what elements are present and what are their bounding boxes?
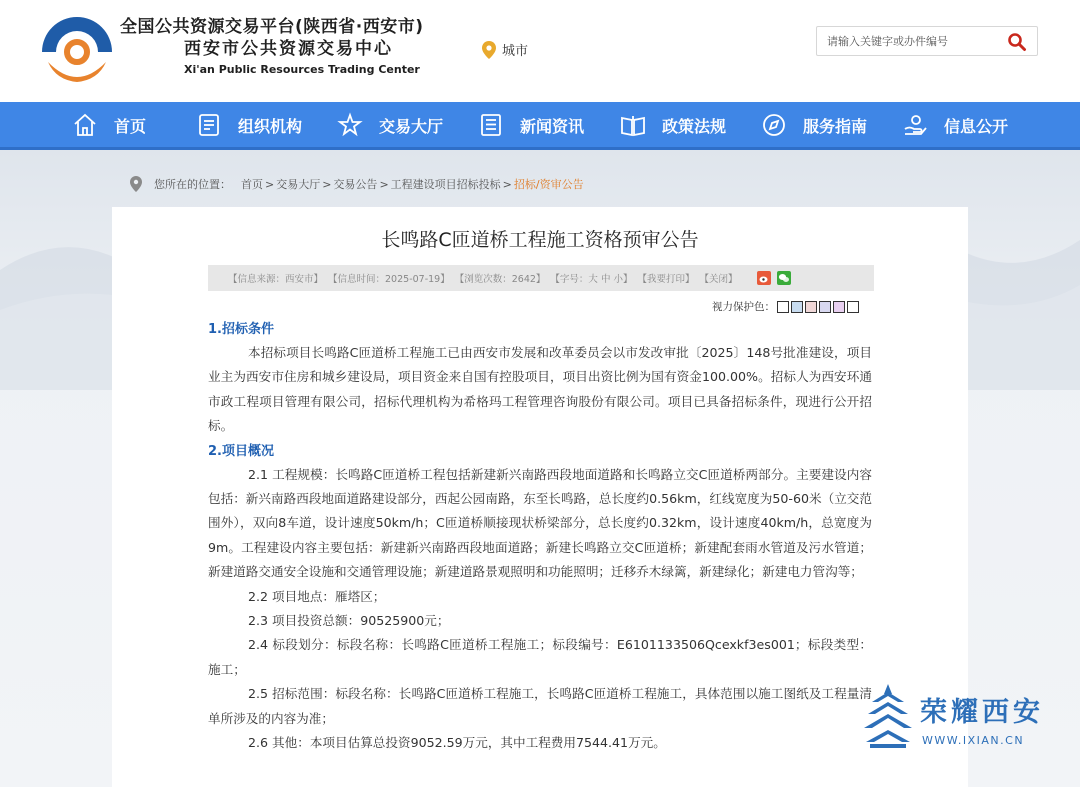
eye-care-colors [712, 299, 859, 314]
center-name-en: Xi'an Public Resources Trading Center [184, 63, 420, 76]
weibo-share-icon[interactable] [757, 271, 771, 285]
watermark-brand: 荣耀西安 [920, 697, 1044, 728]
compass-icon [761, 112, 787, 138]
breadcrumb-current[interactable]: 招标/资审公告 [513, 178, 584, 191]
search-icon[interactable] [1007, 32, 1027, 52]
nav-label: 交易大厅 [379, 116, 444, 136]
nav-label: 组织机构 [238, 116, 303, 136]
nav-item-news[interactable] [478, 102, 584, 148]
meta-time: 【信息时间：2025-07-19】 [328, 274, 450, 285]
paragraph: 2.5 招标范围：标段名称：长鸣路C匝道桥工程施工，长鸣路C匝道桥工程施工，具体范围以施工图纸及工程量清单所涉及的内容为准； [208, 686, 872, 726]
meta-print[interactable]: 【我要打印】 [637, 274, 695, 285]
eye-care-swatch-lavender[interactable] [819, 301, 831, 313]
eye-care-label: 视力保护色： [712, 301, 775, 313]
eye-care-swatch-default[interactable] [847, 301, 859, 313]
org-icon [196, 112, 222, 138]
meta-source: 【信息来源：西安市】 [228, 274, 324, 285]
breadcrumb-engineering-bidding[interactable]: 工程建设项目招标投标 [390, 178, 501, 191]
site-title: 全国公共资源交易平台(陕西省·西安市) [120, 17, 424, 37]
nav-label: 新闻资讯 [520, 116, 585, 136]
hall-icon [337, 112, 363, 138]
nav-label: 服务指南 [803, 116, 868, 136]
nav-item-trading-hall[interactable] [337, 102, 443, 148]
center-name: 西安市公共资源交易中心 [184, 39, 393, 59]
nav-item-info-disclosure[interactable] [902, 102, 1008, 148]
eye-care-swatch-pink[interactable] [805, 301, 817, 313]
nav-label: 首页 [114, 116, 147, 136]
watermark-url: WWW.IXIAN.CN [922, 734, 1025, 747]
breadcrumb-separator: > [322, 177, 332, 191]
main-nav [0, 102, 1080, 150]
breadcrumb-announcements[interactable]: 交易公告 [333, 178, 378, 191]
nav-item-home[interactable] [72, 102, 146, 148]
article-title: 长鸣路C匝道桥工程施工资格预审公告 [381, 229, 699, 251]
nav-item-service-guide[interactable] [761, 102, 867, 148]
nav-label: 政策法规 [662, 116, 727, 136]
meta-font-size[interactable]: 【字号：大 中 小】 [550, 274, 633, 285]
breadcrumb-separator: > [379, 177, 389, 191]
location-pin-icon [482, 41, 496, 59]
site-header [0, 0, 1080, 102]
city-selector[interactable] [482, 40, 528, 59]
breadcrumb-prefix: 您所在的位置： [154, 178, 231, 191]
paragraph: 2.2 项目地点：雁塔区； [248, 588, 386, 604]
search-box [816, 26, 1038, 56]
breadcrumb-trading-hall[interactable]: 交易大厅 [276, 178, 321, 191]
logo-text [120, 16, 460, 78]
section-heading: 2.项目概况 [208, 443, 274, 459]
nav-label: 信息公开 [944, 116, 1009, 136]
nav-item-policy[interactable] [620, 102, 726, 148]
search-input[interactable] [817, 27, 997, 55]
nav-item-organization[interactable] [196, 102, 302, 148]
pagoda-watermark-icon [864, 684, 912, 748]
paragraph: 本招标项目长鸣路C匝道桥工程施工已由西安市发展和改革委员会以市发改审批〔2025〕148号批准建设，项目业主为西安市住房和城乡建设局，项目资金来自国有控股项目，项目出资比例为国有资金100.00%。招标人为西安环通市政工程项目管理有限公司，招标代理机构为希格玛工程管理咨询股份有限公司。项目已具备招标条件，现进行公开招标。 [208, 345, 872, 434]
article-meta-bar [208, 265, 874, 291]
eye-care-swatch-purple[interactable] [833, 301, 845, 313]
meta-views: 【浏览次数：2642】 [454, 274, 546, 285]
eye-care-swatch-blue[interactable] [791, 301, 803, 313]
eye-care-swatch-white[interactable] [777, 301, 789, 313]
breadcrumb-home[interactable]: 首页 [241, 178, 263, 191]
article-panel [112, 207, 968, 787]
paragraph: 2.3 项目投资总额：90525900元； [248, 613, 450, 629]
article-content [208, 317, 872, 756]
trading-center-logo[interactable] [38, 12, 116, 84]
section-heading: 1.招标条件 [208, 322, 274, 337]
home-icon [72, 112, 98, 138]
news-icon [478, 112, 504, 138]
book-icon [620, 112, 646, 138]
city-label: 城市 [502, 44, 529, 59]
breadcrumb [130, 176, 584, 192]
hand-icon [902, 112, 928, 138]
wechat-share-icon[interactable] [777, 271, 791, 285]
location-pin-icon [130, 176, 142, 192]
paragraph: 2.6 其他：本项目估算总投资9052.59万元，其中工程费用7544.41万元。 [248, 735, 666, 751]
breadcrumb-separator: > [502, 177, 512, 191]
paragraph: 2.4 标段划分：标段名称：长鸣路C匝道桥工程施工；标段编号：E6101133506Qcexkf3es001；标段类型：施工； [208, 637, 872, 677]
meta-close[interactable]: 【关闭】 [699, 274, 738, 285]
paragraph: 2.1 工程规模：长鸣路C匝道桥工程包括新建新兴南路西段地面道路和长鸣路立交C匝道桥两部分。主要建设内容包括：新兴南路西段地面道路建设部分，西起公园南路，东至长鸣路，总长度约0.56km，红线宽度为50-60米（立交范围外），双向8车道，设计速度50km/h；C匝道桥顺接现状桥梁部分，总长度约0.32km，设计速度40km/h，总宽度为9m。工程建设内容主要包括：新建新兴南路西段地面道路；新建长鸣路立交C匝道桥；新建配套雨水管道及污水管道；新建道路交通安全设施和交通管理设施；新建道路景观照明和功能照明；迁移乔木绿篱，新建绿化；新建电力管沟等； [208, 466, 872, 580]
breadcrumb-separator: > [265, 177, 275, 191]
